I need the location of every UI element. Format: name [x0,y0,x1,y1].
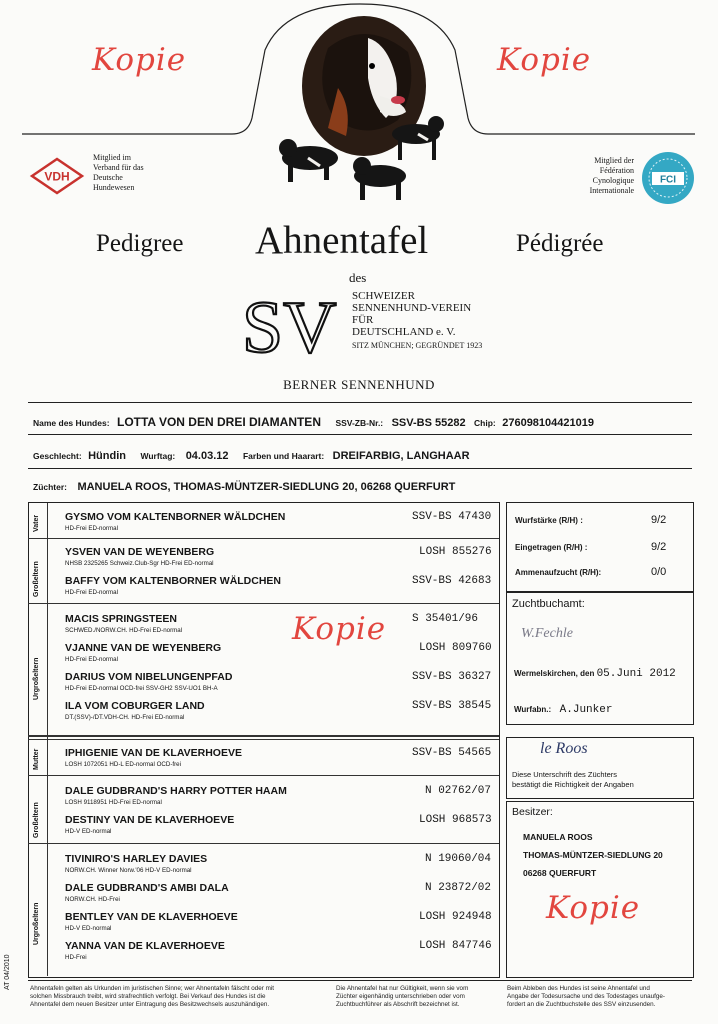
title-des: des [349,270,367,285]
label-grosseltern: Großeltern [33,802,40,838]
form-code: AT 04/2010 [4,954,11,990]
dog-details-row: Geschlecht: Hündin Wurftag: 04.03.12 Farben und Haarart: DREIFARBIG, LANGHAAR [33,450,470,462]
great-grandparent-name: ILA VOM COBURGER LAND [65,700,205,712]
dog-name-row: Name des Hundes: LOTTA VON DEN DREI DIAMANTEN SSV-ZB-Nr.: SSV-BS 55282 Chip: 276098104421019 [33,415,594,429]
dam-info: LOSH 1072051 HD-L ED-normal OCD-frei [65,761,181,768]
footer-legal-3: Beim Ableben des Hundes ist seine Ahnentafel und Angabe der Todesursache und des Todestages unaufge- fordert an die Zuchtbuchstelle des SSV einzusenden. [507,985,666,1008]
breed-title: BERNER SENNENHUND [283,377,435,392]
great-grandparent-reg: S 35401/96 [412,613,479,625]
ssv-logo [238,284,348,364]
sire-reg: SSV-BS 47430 [412,511,492,523]
grandparent-name: DESTINY VAN DE KLAVERHOEVE [65,814,235,826]
great-grandparent-info: HD-Frei [65,954,87,961]
label-vater: Vater [33,514,40,532]
grandparent-reg: LOSH 968573 [419,814,492,826]
great-grandparent-reg: LOSH 847746 [419,940,492,952]
ammenaufzucht-label: Ammenaufzucht (R/H): [515,568,602,577]
great-grandparent-info: NORW.CH. Winner Norw.'06 HD-V ED-normal [65,867,192,874]
kopie-watermark: Kopie [92,42,187,78]
dam-reg: SSV-BS 54565 [412,747,492,759]
grandparent-name: BAFFY VOM KALTENBORNER WÄLDCHEN [65,575,282,587]
eingetragen-label: Eingetragen (R/H) : [515,543,588,552]
owner-address: MANUELA ROOS THOMAS-MÜNTZER-SIEDLUNG 20 06268 QUERFURT [523,832,663,878]
vdh-logo [28,155,86,197]
grandparent-reg: N 02762/07 [425,785,492,797]
grandparent-reg: LOSH 855276 [419,546,492,558]
great-grandparent-reg: LOSH 924948 [419,911,492,923]
pedigree-box [28,502,500,978]
vdh-logo-text: VDH [44,169,70,184]
grandparent-info: NHSB 2325265 Schweiz.Club-Sgr HD-Frei ED-normal [65,560,214,567]
label-grosseltern: Großeltern [33,561,40,597]
great-grandparent-info: SCHWED./NORW.CH. HD-Frei ED-normal [65,627,183,634]
great-grandparent-info: DT.(SSV)-/DT.VDH-CH. HD-Frei ED-normal [65,714,185,721]
owner-label: Besitzer: [512,806,553,818]
zuchtbuchamt-signature: W.Fechle [521,626,573,641]
title-pedigree-fr: Pédigrée [516,230,604,257]
grandparent-name: YSVEN VAN DE WEYENBERG [65,546,215,558]
grandparent-info: LOSH 9118951 HD-Frei ED-normal [65,799,162,806]
breeder-row: Züchter: MANUELA ROOS, THOMAS-MÜNTZER-SIEDLUNG 20, 06268 QUERFURT [33,481,456,493]
wurfstaerke-value: 9/2 [651,514,667,526]
title-pedigree: Pedigree [96,230,184,257]
club-name: SCHWEIZER SENNENHUND-VEREIN FÜR DEUTSCHLAND e. V. [352,290,472,338]
footer-legal-2: Die Ahnentafel hat nur Gültigkeit, wenn sie vom Züchter eigenhändig unterschrieben oder vom Zuchtbuchführer als Abschrift bezeichnet ist. [336,985,469,1008]
wurfabnahme: Wurfabn.: A.Junker [514,704,613,716]
vdh-caption: Mitglied im Verband für das Deutsche Hundewesen [93,153,144,192]
kopie-watermark: Kopie [497,42,592,78]
sire-name: GYSMO VOM KALTENBORNER WÄLDCHEN [65,511,286,523]
great-grandparent-info: NORW.CH. HD-Frei [65,896,120,903]
great-grandparent-reg: N 19060/04 [425,853,492,865]
fci-logo [640,150,696,206]
fci-caption: Mitglied der Fédération Cynologique Internationale [589,156,634,195]
breeder-signature-note: Diese Unterschrift des Züchters bestätigt die Richtigkeit der Angaben [512,770,634,789]
great-grandparent-info: HD-Frei ED-normal OCD-frei SSV-GH2 SSV-UO1 BH-A [65,685,218,692]
dog-illustration [268,8,452,204]
dam-name: IPHIGENIE VAN DE KLAVERHOEVE [65,747,242,759]
breeder-signature: le Roos [540,740,588,757]
eingetragen-value: 9/2 [651,541,667,553]
great-grandparent-info: HD-V ED-normal [65,925,112,932]
label-urgrosseltern: Urgroßeltern [33,657,40,700]
great-grandparent-name: TIVINIRO'S HARLEY DAVIES [65,853,208,865]
fci-logo-text: FCI [659,174,677,186]
great-grandparent-name: MACIS SPRINGSTEEN [65,613,178,625]
kopie-watermark: Kopie [546,890,641,926]
great-grandparent-info: HD-Frei ED-normal [65,656,118,663]
grandparent-info: HD-V ED-normal [65,828,112,835]
great-grandparent-reg: LOSH 809760 [419,642,492,654]
label-urgrosseltern: Urgroßeltern [33,902,40,945]
kopie-watermark: Kopie [292,611,387,647]
club-sitz: SITZ MÜNCHEN; GEGRÜNDET 1923 [352,341,483,350]
great-grandparent-reg: SSV-BS 36327 [412,671,492,683]
zuchtbuchamt-title: Zuchtbuchamt: [512,598,585,610]
great-grandparent-name: DALE GUDBRAND'S AMBI DALA [65,882,229,894]
title-ahnentafel: Ahnentafel [255,219,429,262]
grandparent-reg: SSV-BS 42683 [412,575,492,587]
great-grandparent-reg: N 23872/02 [425,882,492,894]
great-grandparent-name: DARIUS VOM NIBELUNGENPFAD [65,671,233,683]
great-grandparent-reg: SSV-BS 38545 [412,700,492,712]
great-grandparent-name: YANNA VAN DE KLAVERHOEVE [65,940,225,952]
label-mutter: Mutter [33,748,40,770]
wurfstaerke-label: Wurfstärke (R/H) : [515,516,583,525]
grandparent-name: DALE GUDBRAND'S HARRY POTTER HAAM [65,785,287,797]
zuchtbuchamt-date: Wermelskirchen, den 05.Juni 2012 [514,668,676,680]
grandparent-info: HD-Frei ED-normal [65,589,118,596]
sire-info: HD-Frei ED-normal [65,525,118,532]
ammenaufzucht-value: 0/0 [651,566,667,578]
footer-legal-1: Ahnentafeln gelten als Urkunden im juristischen Sinne; wer Ahnentafeln fälscht oder mit solchen Missbrauch treibt, wird strafrechtlich verfolgt. Bei Verkauf des Hundes ist die Ahnentafel dem neuen Besitzer unter Eintragung des Besitzwechsels auszuhändigen. [30,985,274,1008]
great-grandparent-name: BENTLEY VAN DE KLAVERHOEVE [65,911,238,923]
great-grandparent-name: VJANNE VAN DE WEYENBERG [65,642,222,654]
svg-text:SV: SV [242,287,337,364]
